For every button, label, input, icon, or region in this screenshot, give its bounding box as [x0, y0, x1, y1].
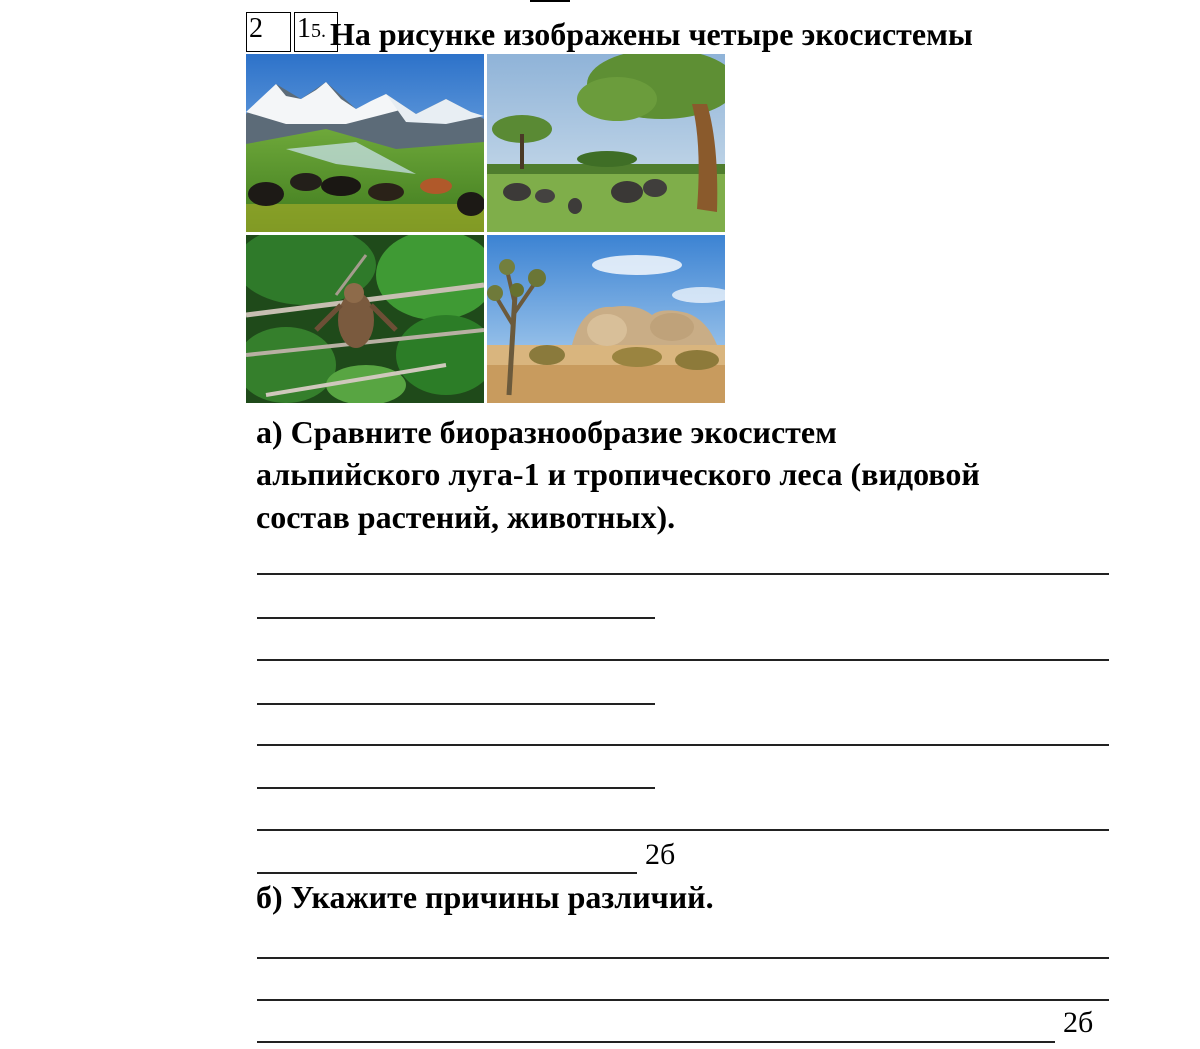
- answer-line[interactable]: [257, 617, 655, 619]
- answer-line[interactable]: [257, 659, 1109, 661]
- question-b-text: б) Укажите причины различий.: [256, 879, 714, 915]
- task-number-2: 1: [297, 13, 311, 44]
- question-b-score: 2б: [1063, 1006, 1094, 1039]
- desert-photo: [487, 235, 725, 403]
- question-a-line-2: альпийского луга-1 и тропического леса (видовой: [256, 456, 980, 492]
- answer-line[interactable]: [257, 829, 1109, 831]
- tropical-forest-photo: [246, 235, 484, 403]
- question-a-score: 2б: [645, 838, 676, 871]
- answer-line[interactable]: [257, 957, 1109, 959]
- task-number-box-1: [246, 12, 291, 52]
- answer-line[interactable]: [257, 744, 1109, 746]
- answer-line[interactable]: [257, 573, 1109, 575]
- answer-line[interactable]: [257, 1041, 1055, 1043]
- answer-line[interactable]: [257, 703, 655, 705]
- task-number-1: 2: [249, 13, 263, 44]
- answer-line[interactable]: [257, 787, 655, 789]
- answer-line[interactable]: [257, 999, 1109, 1001]
- question-a-line-3: состав растений, животных).: [256, 499, 676, 535]
- question-a-line-1: а) Сравните биоразнообразие экосистем: [256, 414, 837, 450]
- page-number-cutoff: [530, 0, 570, 8]
- task-number-suffix: 5.: [311, 20, 326, 42]
- answer-line[interactable]: [257, 872, 637, 874]
- savanna-photo: [487, 54, 725, 232]
- task-title: На рисунке изображены четыре экосистемы: [330, 16, 973, 52]
- alpine-meadow-photo: [246, 54, 484, 232]
